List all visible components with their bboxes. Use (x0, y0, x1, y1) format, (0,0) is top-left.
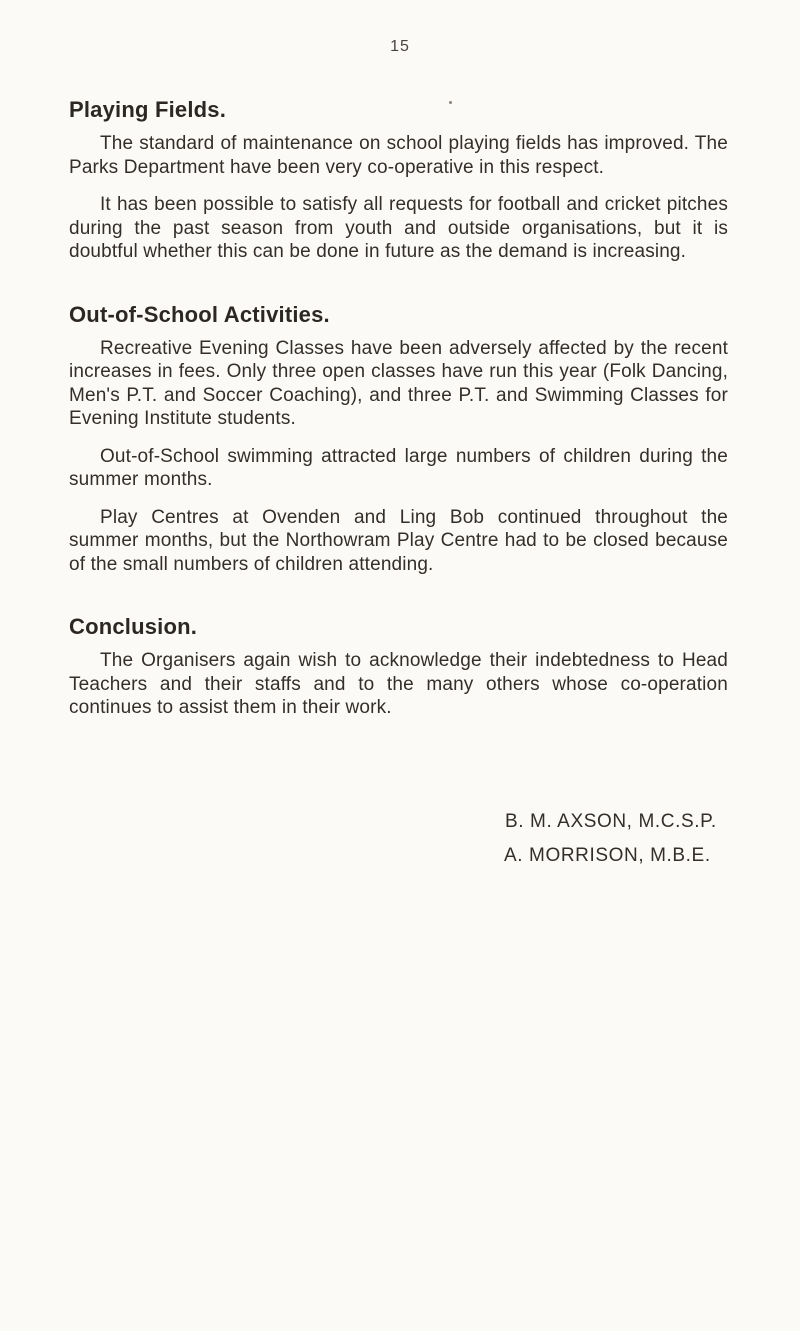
section-out-of-school-activities (69, 301, 728, 577)
paragraph: The standard of maintenance on school playing fields has improved. The Parks Department have been very co-operative in this respect. (69, 133, 728, 178)
page-number: 15 (390, 38, 410, 55)
paragraph: It has been possible to satisfy all requests for football and cricket pitches during the past season from youth and outside organisations, but it is doubtful whether this can be done in future as the demand is increasing. (69, 194, 728, 262)
signatory-axson: B. M. AXSON, M.C.S.P. (505, 811, 717, 832)
signatory-morrison: A. MORRISON, M.B.E. (504, 845, 711, 866)
page-content (69, 96, 728, 720)
section-playing-fields (69, 96, 728, 264)
section-conclusion (69, 613, 728, 720)
paragraph: The Organisers again wish to acknowledge their indebtedness to Head Teachers and their staffs and to the many others whose co-operation continues to assist them in their work. (69, 650, 728, 718)
paragraph: Play Centres at Ovenden and Ling Bob continued throughout the summer months, but the Northowram Play Centre had to be closed because of the small numbers of children attending. (69, 506, 728, 575)
section-heading-conclusion: Conclusion. (69, 614, 198, 639)
paragraph: Out-of-School swimming attracted large numbers of children during the summer months. (69, 445, 728, 490)
section-heading-playing-fields: Playing Fields. (69, 97, 227, 122)
signature-block (505, 810, 745, 878)
paragraph: Recreative Evening Classes have been adversely affected by the recent increases in fees. Only three open classes have run this year (Folk Dancing, Men's P.T. and Soccer Coaching), and three P.T. and Swimming Classes for Evening Institute students. (69, 337, 728, 429)
section-heading-out-of-school-activities: Out-of-School Activities. (69, 301, 330, 327)
